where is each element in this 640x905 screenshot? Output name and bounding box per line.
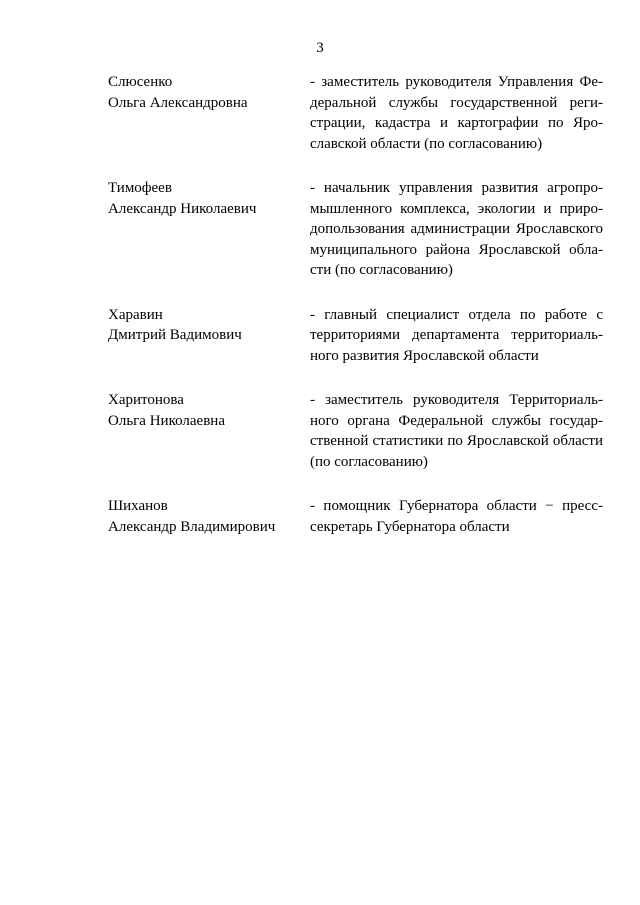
member-position: - главный специалист отдела по работе с территориями департамента территориального развития Ярославской области <box>310 306 603 364</box>
page-number: 3 <box>316 40 324 56</box>
member-given-names: Ольга Александровна <box>108 94 248 111</box>
member-surname: Тимофеев <box>108 180 172 196</box>
member-surname: Слюсенко <box>108 74 173 90</box>
member-name <box>108 305 310 367</box>
member-name <box>108 496 310 537</box>
member-position: - помощник Губернатора области − пресс-секретарь Губернатора области <box>310 498 603 535</box>
list-item <box>108 72 603 154</box>
list-item <box>108 305 603 367</box>
member-position: - заместитель руководителя Управления Федеральной службы государственной регистрации, кадастра и картографии по Ярославской области (по согласованию) <box>310 74 603 152</box>
member-given-names: Дмитрий Вадимович <box>108 327 242 343</box>
list-item <box>108 496 603 537</box>
list-item <box>108 390 603 472</box>
member-given-names: Александр Владимирович <box>108 518 276 535</box>
member-position: - заместитель руководителя Территориального органа Федеральной службы государственной статистики по Ярославской области (по согласованию) <box>310 392 603 470</box>
member-surname: Харитонова <box>108 392 184 408</box>
member-name <box>108 72 310 154</box>
member-given-names: Ольга Николаевна <box>108 412 225 429</box>
member-position: - начальник управления развития агропромышленного комплекса, экологии и природопользования администрации Ярославского муниципального района Ярославской области (по согласованию) <box>310 180 603 278</box>
list-item <box>108 178 603 281</box>
member-surname: Харавин <box>108 306 163 323</box>
member-given-names: Александр Николаевич <box>108 200 257 217</box>
members-list <box>108 72 603 561</box>
member-surname: Шиханов <box>108 498 168 514</box>
member-name <box>108 178 310 281</box>
member-name <box>108 390 310 472</box>
